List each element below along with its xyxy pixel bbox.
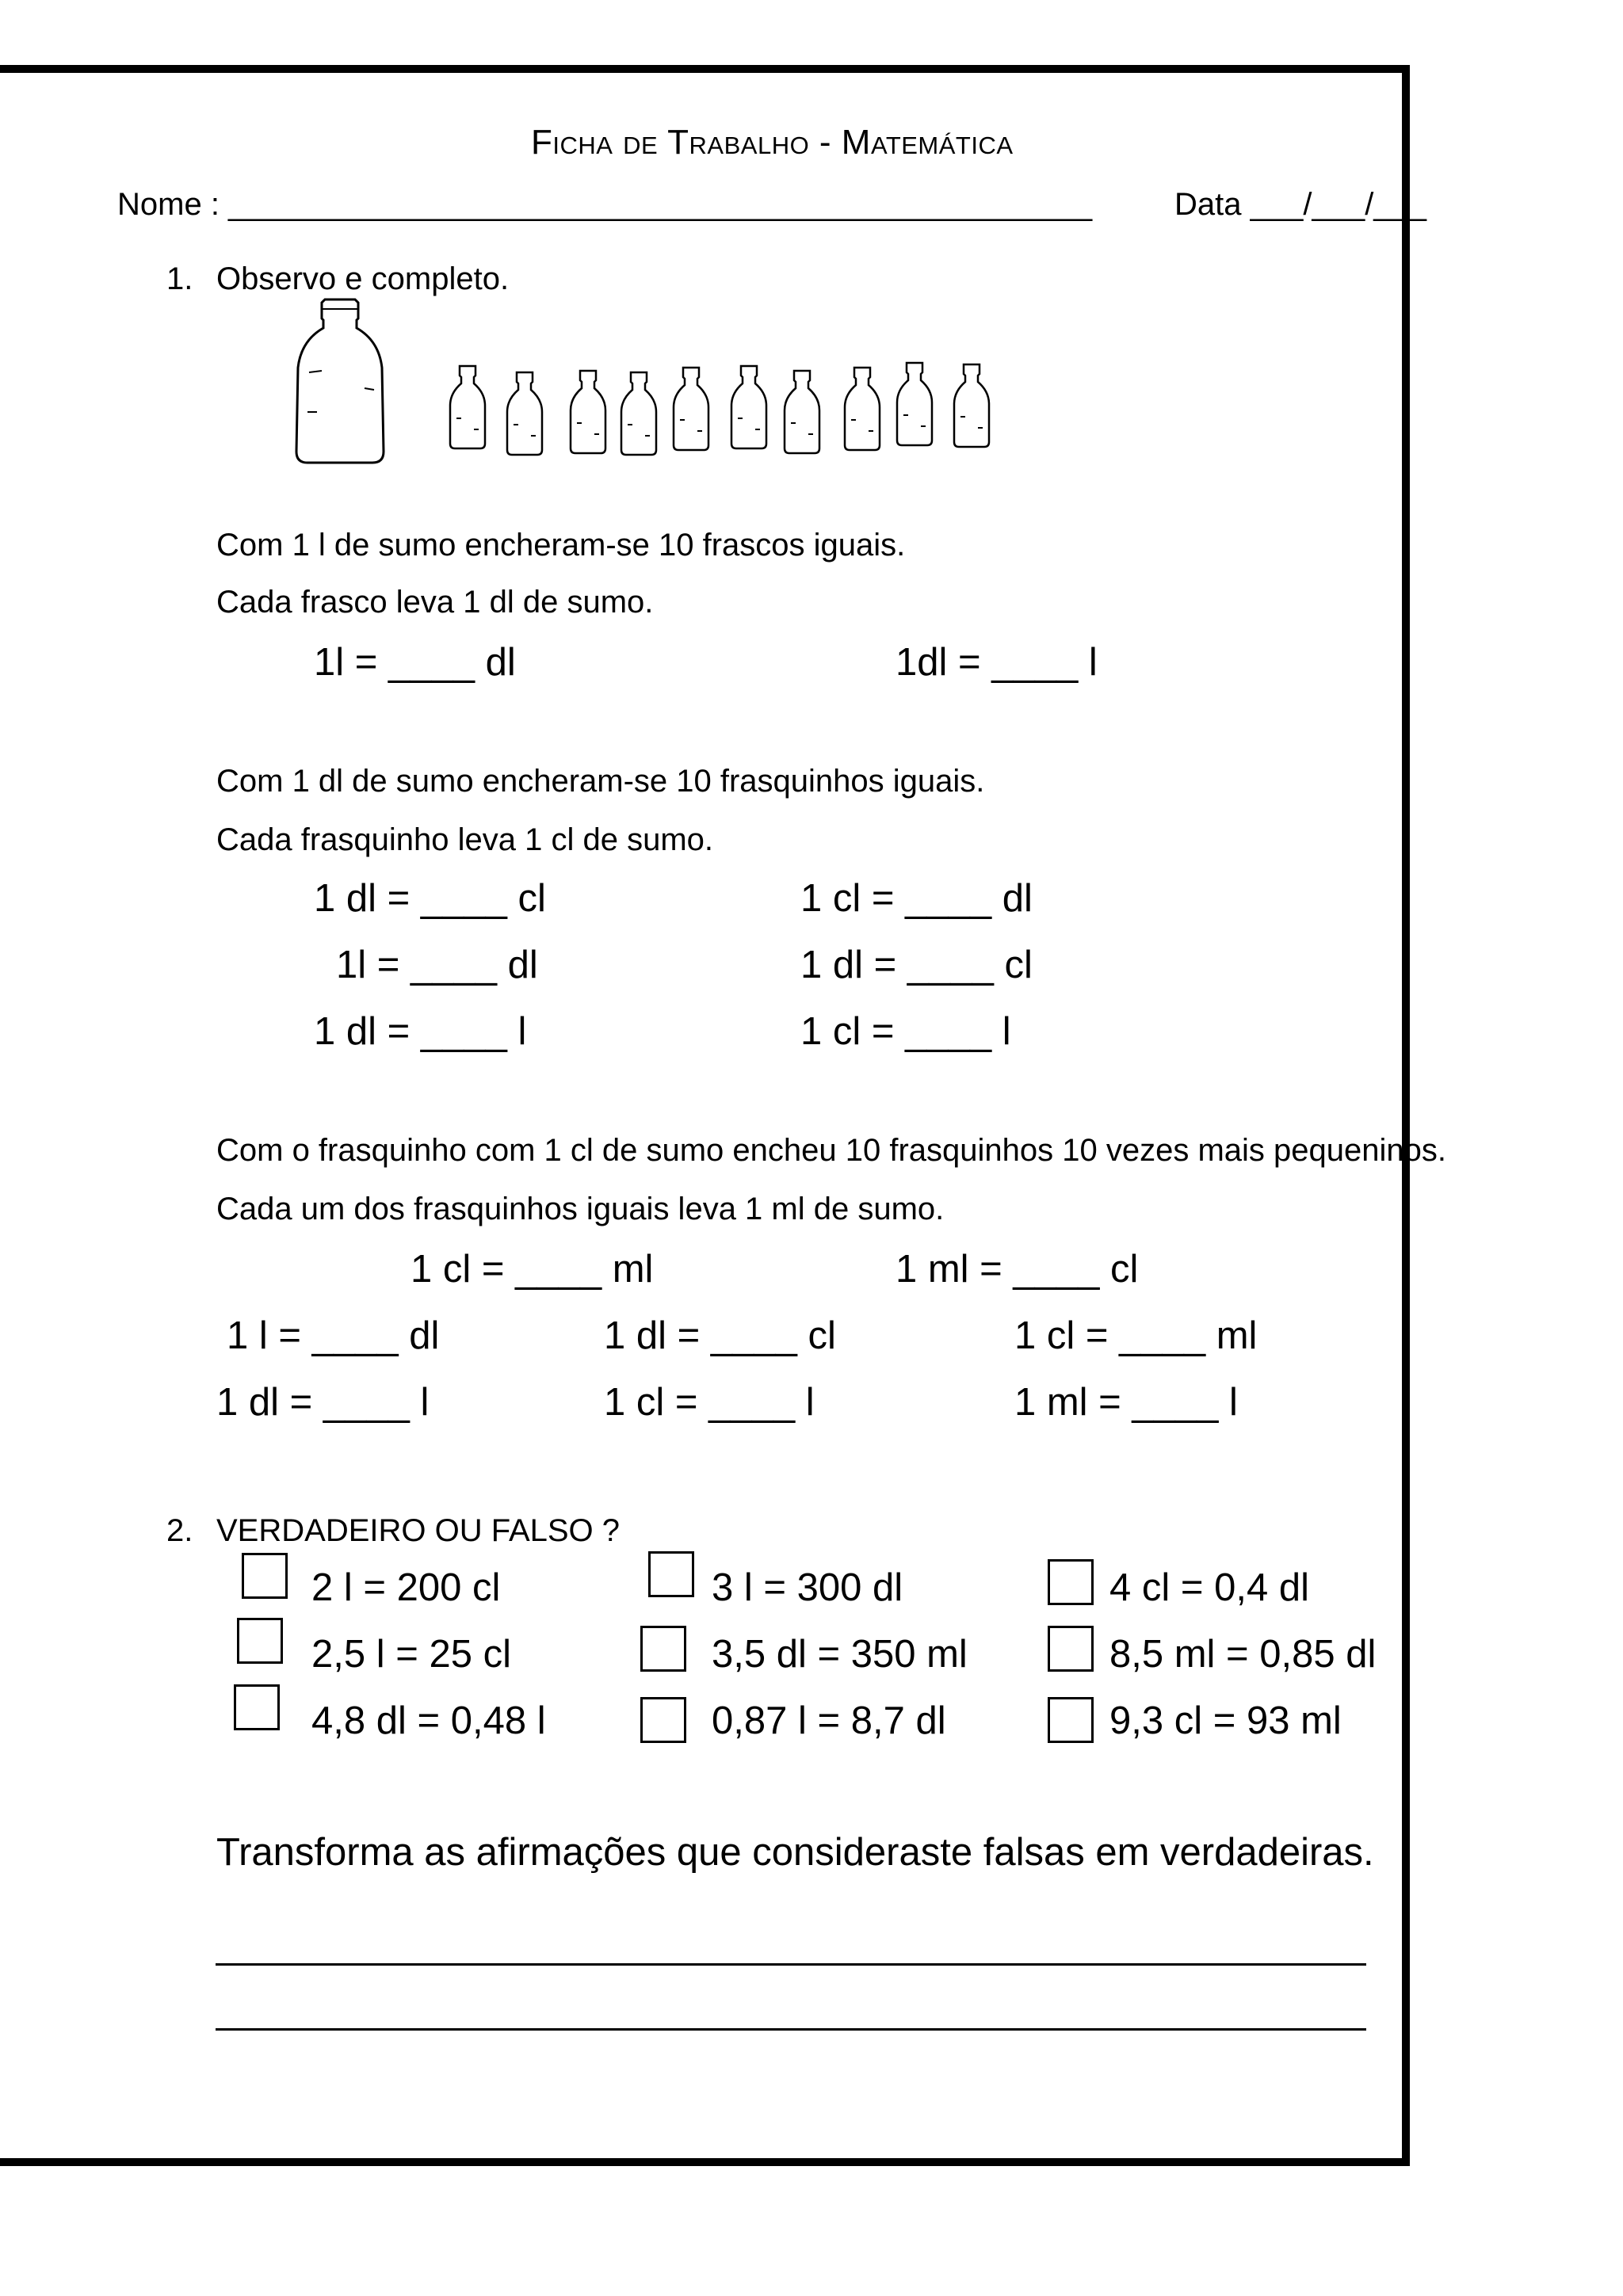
- equation-blank[interactable]: 1 dl = ____ l: [216, 1381, 430, 1424]
- large-bottle-icon: [296, 299, 384, 463]
- exercise-1-number: 1.: [166, 261, 193, 296]
- statement: 3 l = 300 dl: [712, 1566, 903, 1609]
- small-bottle-icon: [954, 364, 989, 447]
- equation-blank[interactable]: 1 dl = ____ cl: [314, 877, 546, 920]
- equation-blank[interactable]: 1 ml = ____ cl: [896, 1248, 1139, 1291]
- part1-line2: Cada frasco leva 1 dl de sumo.: [216, 585, 654, 620]
- page-title: Ficha de Trabalho - Matemática: [531, 123, 1014, 162]
- answer-line[interactable]: [216, 2028, 1366, 2031]
- equation-blank[interactable]: 1 cl = ____ ml: [1014, 1314, 1258, 1357]
- true-false-checkbox[interactable]: [1048, 1626, 1094, 1672]
- true-false-checkbox[interactable]: [640, 1626, 686, 1672]
- equation-blank[interactable]: 1 dl = ____ cl: [800, 944, 1033, 986]
- true-false-checkbox[interactable]: [1048, 1559, 1094, 1605]
- small-bottle-icon: [785, 371, 819, 453]
- exercise-2-title: VERDADEIRO OU FALSO ?: [216, 1513, 621, 1548]
- exercise-2-number: 2.: [166, 1513, 193, 1548]
- equation-blank[interactable]: 1 cl = ____ l: [604, 1381, 815, 1424]
- statement: 4 cl = 0,4 dl: [1109, 1566, 1309, 1609]
- statement: 2,5 l = 25 cl: [311, 1633, 511, 1676]
- small-bottle-icon: [621, 372, 656, 455]
- transform-instruction: Transforma as afirmações que consideraste falsas em verdadeiras.: [216, 1831, 1374, 1874]
- true-false-checkbox[interactable]: [234, 1684, 280, 1730]
- name-field[interactable]: Nome : _________________________________________________: [117, 187, 1093, 222]
- small-bottle-icon: [571, 371, 605, 453]
- part2-line2: Cada frasquinho leva 1 cl de sumo.: [216, 822, 714, 857]
- bottles-illustration: [285, 293, 999, 475]
- equation-blank[interactable]: 1 ml = ____ l: [1014, 1381, 1238, 1424]
- statement: 8,5 ml = 0,85 dl: [1109, 1633, 1377, 1676]
- statement: 3,5 dl = 350 ml: [712, 1633, 968, 1676]
- true-false-checkbox[interactable]: [648, 1551, 694, 1597]
- small-bottle-icon: [897, 363, 932, 445]
- part2-line1: Com 1 dl de sumo encheram-se 10 frasquinhos iguais.: [216, 764, 985, 799]
- equation-blank[interactable]: 1 cl = ____ dl: [800, 877, 1033, 920]
- equation-blank[interactable]: 1l = ____ dl: [336, 944, 538, 986]
- statement: 4,8 dl = 0,48 l: [311, 1699, 546, 1742]
- statement: 2 l = 200 cl: [311, 1566, 501, 1609]
- small-bottle-icon: [845, 368, 880, 450]
- small-bottle-icon: [674, 368, 708, 450]
- equation-blank[interactable]: 1 cl = ____ ml: [411, 1248, 654, 1291]
- part3-line2: Cada um dos frasquinhos iguais leva 1 ml de sumo.: [216, 1192, 945, 1226]
- equation-blank[interactable]: 1l = ____ dl: [314, 641, 516, 684]
- part3-line1: Com o frasquinho com 1 cl de sumo encheu 10 frasquinhos 10 vezes mais pequeninos.: [216, 1133, 1447, 1168]
- small-bottle-icon: [507, 372, 542, 455]
- exercise-1-instruction: Observo e completo.: [216, 261, 510, 296]
- equation-blank[interactable]: 1 cl = ____ l: [800, 1010, 1011, 1053]
- true-false-checkbox[interactable]: [237, 1618, 283, 1664]
- small-bottle-icon: [731, 366, 766, 448]
- answer-line[interactable]: [216, 1963, 1366, 1966]
- true-false-checkbox[interactable]: [640, 1697, 686, 1743]
- true-false-checkbox[interactable]: [1048, 1697, 1094, 1743]
- equation-blank[interactable]: 1 l = ____ dl: [227, 1314, 440, 1357]
- true-false-checkbox[interactable]: [242, 1553, 288, 1599]
- statement: 0,87 l = 8,7 dl: [712, 1699, 946, 1742]
- date-field[interactable]: Data ___/___/___: [1174, 187, 1427, 222]
- small-bottle-icon: [450, 366, 485, 448]
- statement: 9,3 cl = 93 ml: [1109, 1699, 1342, 1742]
- part1-line1: Com 1 l de sumo encheram-se 10 frascos iguais.: [216, 528, 906, 563]
- equation-blank[interactable]: 1dl = ____ l: [896, 641, 1098, 684]
- equation-blank[interactable]: 1 dl = ____ cl: [604, 1314, 836, 1357]
- equation-blank[interactable]: 1 dl = ____ l: [314, 1010, 527, 1053]
